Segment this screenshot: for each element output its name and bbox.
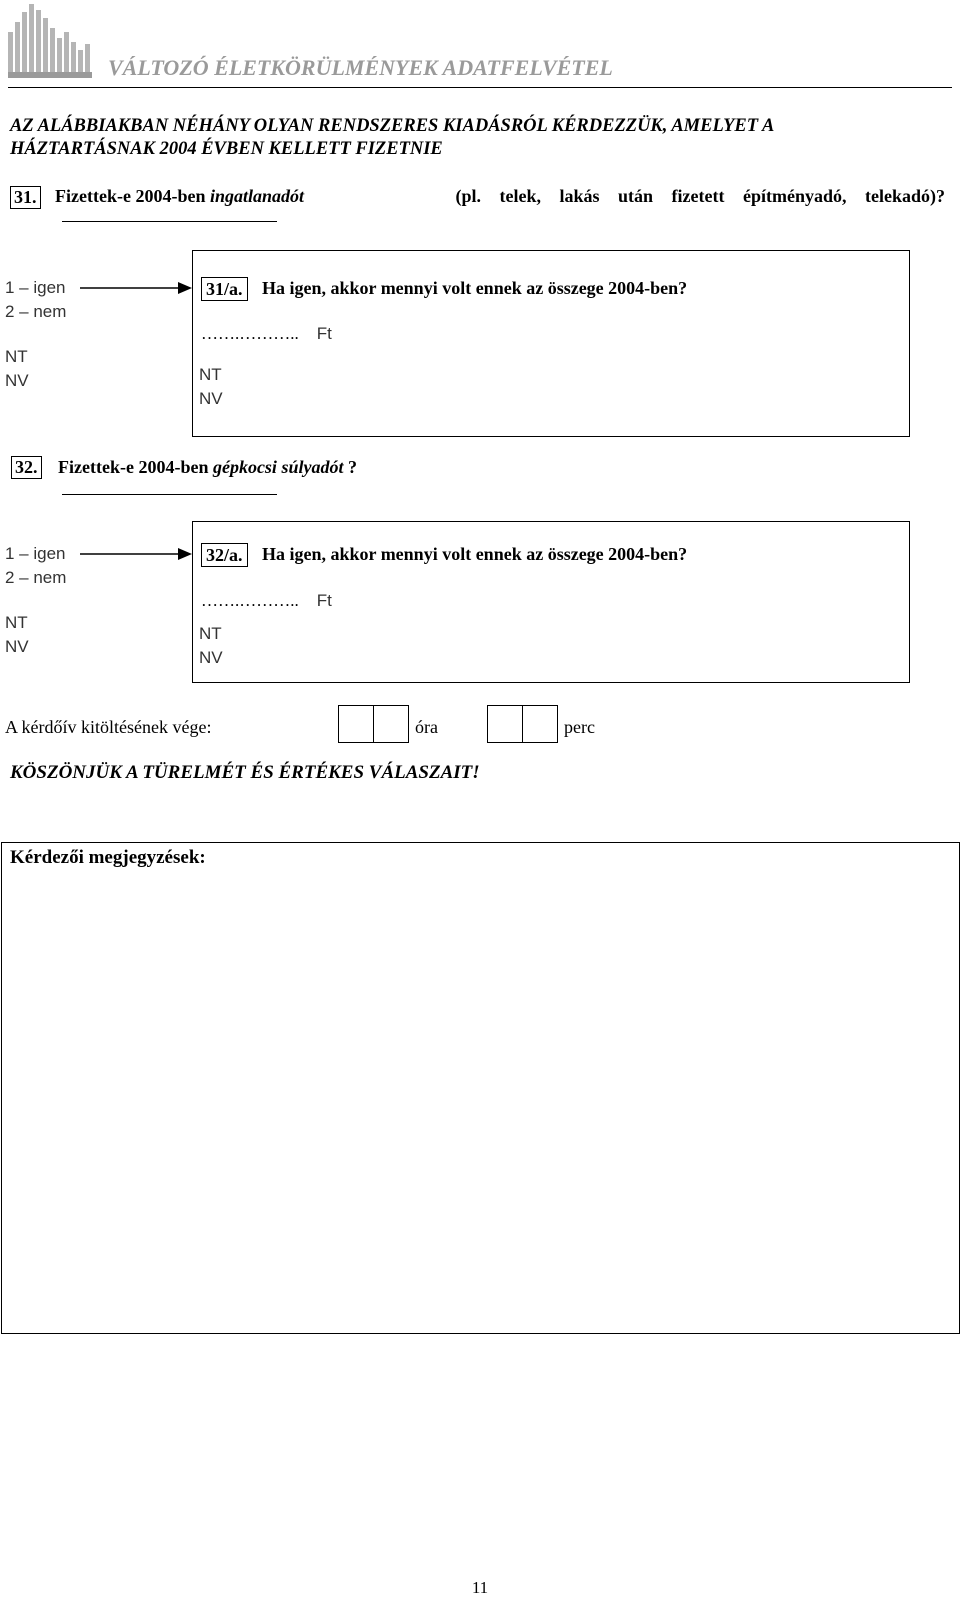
question-32-keyword: gépkocsi súlyadót	[212, 457, 344, 477]
subquestion-31a-number: 31/a.	[201, 277, 248, 301]
subquestion-31a-amount-field[interactable]	[201, 324, 332, 344]
section-intro	[10, 115, 774, 161]
option-nv[interactable]: NV	[199, 647, 223, 667]
subquestion-32a-text: Ha igen, akkor mennyi volt ennek az összege 2004-ben?	[262, 544, 688, 564]
question-31-text-end: (pl. telek, lakás után fizetett építményadó, telekadó)?	[455, 186, 945, 206]
option-no[interactable]: 2 – nem	[5, 567, 67, 587]
question-31-keyword: ingatlanadót	[209, 186, 304, 206]
end-time-hour-boxes[interactable]	[338, 705, 409, 743]
subquestion-31a-text: Ha igen, akkor mennyi volt ennek az összege 2004-ben?	[262, 278, 688, 298]
question-31-options	[5, 276, 66, 392]
question-32-options	[5, 542, 66, 658]
header-divider	[8, 87, 952, 88]
end-time-hour-unit: óra	[415, 717, 438, 737]
thank-you-message: KÖSZÖNJÜK A TÜRELMÉT ÉS ÉRTÉKES VÁLASZAIT!	[10, 762, 480, 783]
question-31-text-start: Fizettek-e 2004-ben	[55, 186, 210, 206]
option-nv[interactable]: NV	[5, 636, 29, 656]
arrow-icon	[80, 282, 192, 294]
question-32-answer-line[interactable]	[62, 494, 277, 495]
amount-placeholder-dots: …….………..	[201, 591, 299, 610]
question-31	[10, 186, 41, 209]
option-yes[interactable]: 1 – igen	[5, 544, 66, 563]
question-31-answer-line[interactable]	[62, 221, 277, 222]
question-31-number: 31.	[10, 186, 41, 209]
subquestion-32a-box	[192, 521, 910, 683]
question-32-number: 32.	[11, 456, 42, 479]
option-nt[interactable]: NT	[5, 613, 28, 632]
amount-unit: Ft	[316, 591, 332, 610]
option-nv[interactable]: NV	[5, 370, 29, 390]
option-nv[interactable]: NV	[199, 388, 223, 408]
option-nt[interactable]: NT	[199, 365, 222, 384]
subquestion-32a-number: 32/a.	[201, 543, 248, 567]
question-32-text	[58, 457, 357, 478]
survey-logo	[8, 2, 96, 80]
option-no[interactable]: 2 – nem	[5, 301, 67, 321]
intro-line-1: AZ ALÁBBIAKBAN NÉHÁNY OLYAN RENDSZERES KIADÁSRÓL KÉRDEZZÜK, AMELYET A	[10, 116, 775, 136]
amount-unit: Ft	[316, 324, 332, 343]
subquestion-32a-amount-field[interactable]	[201, 591, 332, 611]
subquestion-31a-options	[199, 363, 223, 410]
question-32-text-end: ?	[343, 457, 357, 477]
question-32-text-start: Fizettek-e 2004-ben	[58, 457, 213, 477]
subquestion-32a-options	[199, 622, 223, 669]
option-nt[interactable]: NT	[199, 624, 222, 643]
interviewer-notes-label: Kérdezői megjegyzések:	[10, 847, 206, 868]
question-32	[11, 456, 42, 479]
option-nt[interactable]: NT	[5, 347, 28, 366]
end-time-label: A kérdőív kitöltésének vége:	[5, 717, 212, 737]
arrow-icon	[80, 548, 192, 560]
option-yes[interactable]: 1 – igen	[5, 278, 66, 297]
question-31-text	[55, 186, 945, 207]
subquestion-31a-box	[192, 250, 910, 437]
amount-placeholder-dots: …….………..	[201, 324, 299, 343]
header-title: VÁLTOZÓ ÉLETKÖRÜLMÉNYEK ADATFELVÉTEL	[108, 55, 613, 80]
intro-line-2: HÁZTARTÁSNAK 2004 ÉVBEN KELLETT FIZETNIE	[10, 139, 443, 159]
page-number: 11	[471, 1578, 489, 1597]
end-time-minute-boxes[interactable]	[487, 705, 558, 743]
end-time-minute-unit: perc	[564, 717, 595, 737]
interviewer-notes-box[interactable]	[1, 842, 960, 1334]
